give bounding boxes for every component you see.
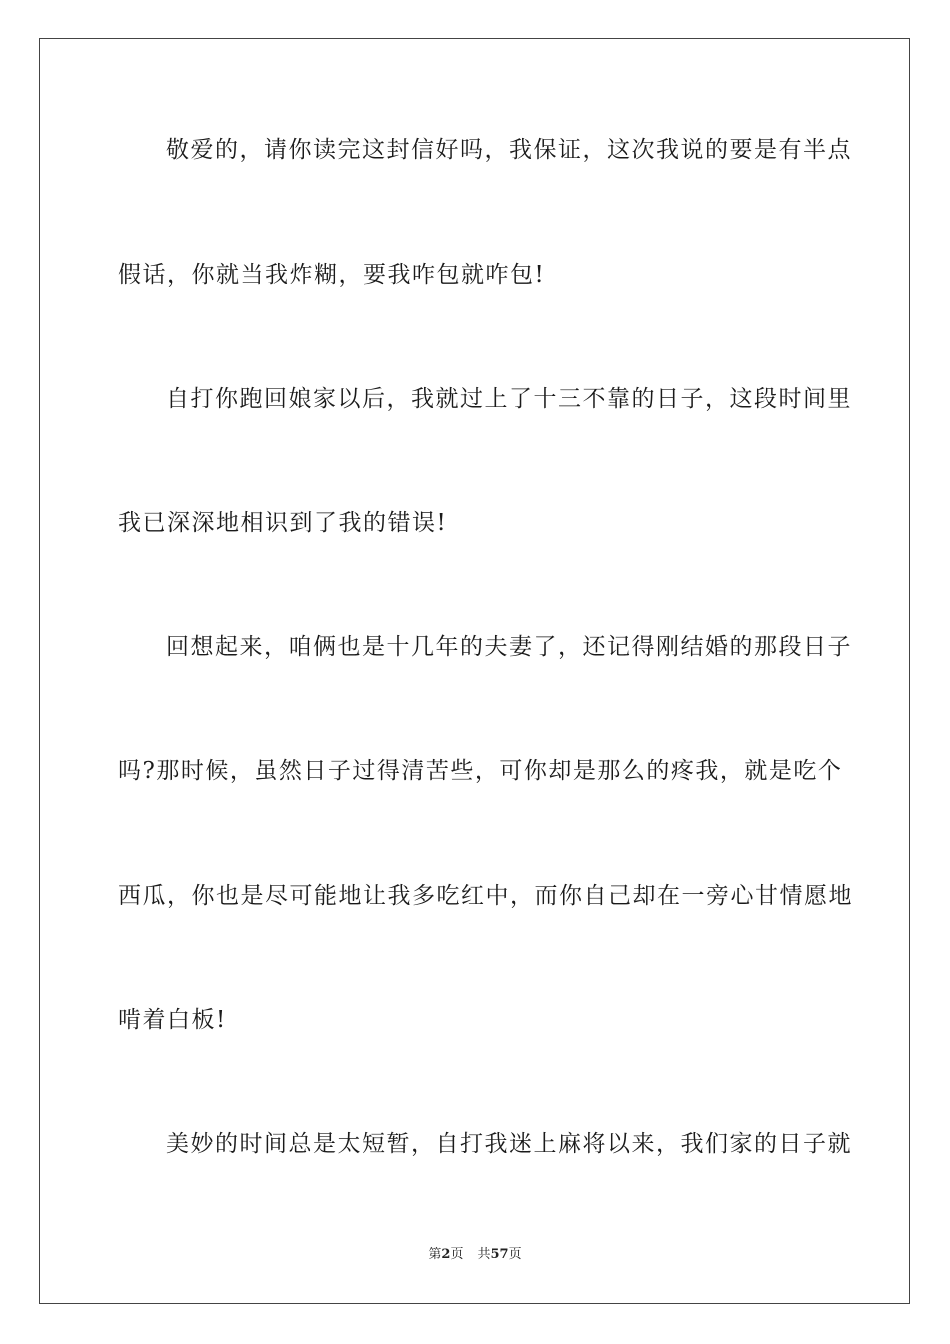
total-prefix: 共 — [477, 1247, 491, 1262]
paragraph-1-line-1: 敬爱的，请你读完这封信好吗，我保证，这次我说的要是有半点 — [166, 137, 852, 163]
page-suffix: 页 — [450, 1247, 464, 1262]
paragraph-4-line-1: 美妙的时间总是太短暂，自打我迷上麻将以来，我们家的日子就 — [166, 1131, 852, 1157]
paragraph-3-line-3: 西瓜，你也是尽可能地让我多吃红中，而你自己却在一旁心甘情愿地 — [118, 883, 853, 909]
page-prefix: 第 — [428, 1247, 442, 1262]
paragraph-3-line-1: 回想起来，咱俩也是十几年的夫妻了，还记得刚结婚的那段日子 — [166, 634, 852, 660]
page-footer — [0, 1246, 950, 1264]
page-border — [39, 38, 910, 1304]
paragraph-3-line-4: 啃着白板! — [118, 1007, 227, 1033]
total-pages: 57 — [490, 1247, 509, 1262]
paragraph-3-line-2: 吗?那时候，虽然日子过得清苦些，可你却是那么的疼我，就是吃个 — [118, 758, 843, 784]
total-suffix: 页 — [508, 1247, 522, 1262]
paragraph-2-line-1: 自打你跑回娘家以后，我就过上了十三不靠的日子，这段时间里 — [166, 386, 852, 412]
page-number: 2 — [441, 1247, 451, 1262]
paragraph-2-line-2: 我已深深地相识到了我的错误! — [118, 510, 448, 536]
paragraph-1-line-2: 假话，你就当我炸糊，要我咋包就咋包! — [118, 262, 546, 288]
